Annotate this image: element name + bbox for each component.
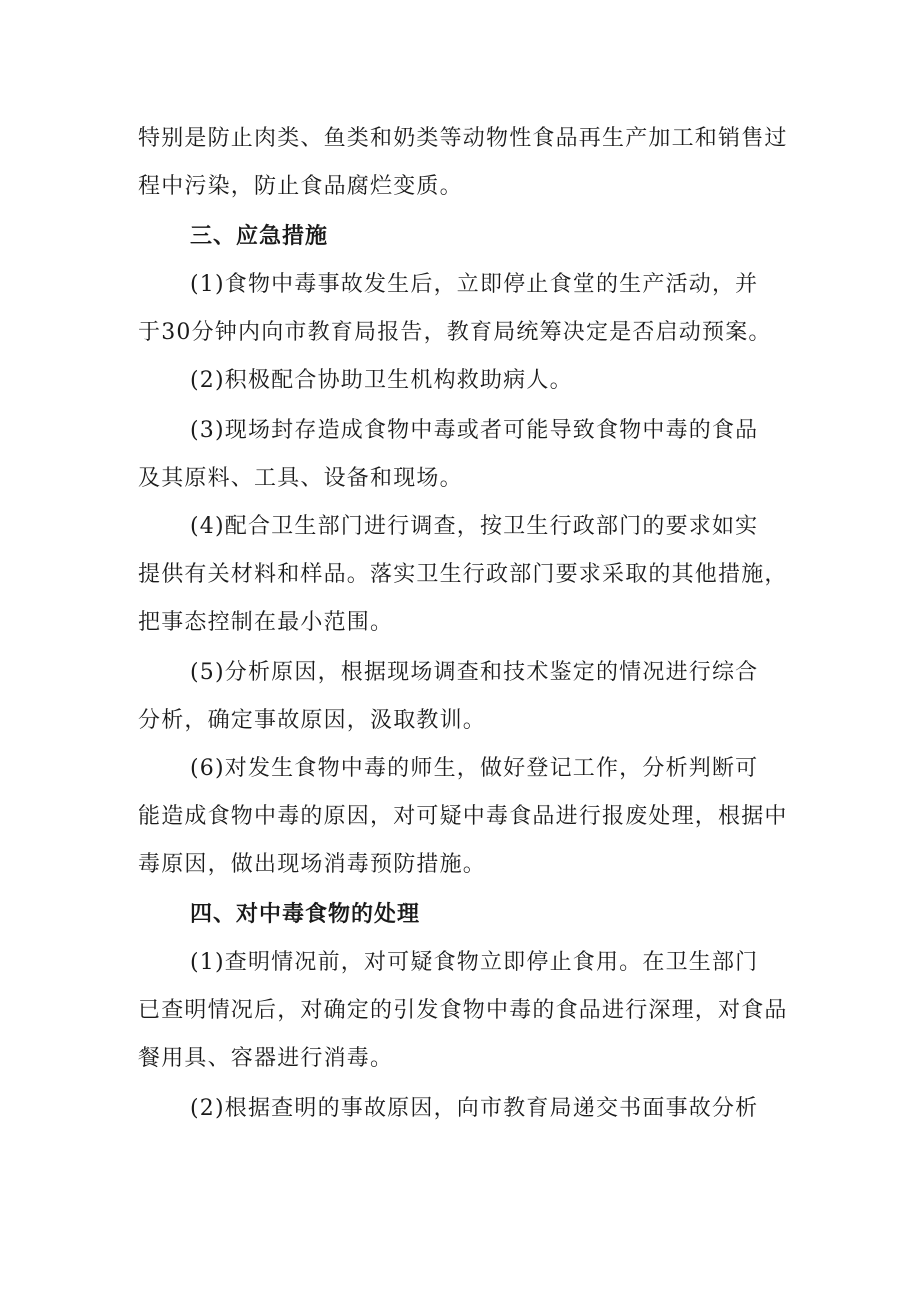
paragraph-line: 提供有关材料和样品。落实卫生行政部门要求采取的其他措施，	[138, 562, 788, 587]
paragraph-line: 特别是防止肉类、鱼类和奶类等动物性食品再生产加工和销售过	[138, 126, 788, 151]
paragraph-line: (2)积极配合协助卫生机构救助病人。	[190, 368, 573, 393]
paragraph-line: 及其原料、工具、设备和现场。	[138, 466, 463, 491]
paragraph-line: 程中污染，防止食品腐烂变质。	[138, 174, 463, 199]
paragraph-line: (1)食物中毒事故发生后，立即停止食堂的生产活动，并	[190, 272, 759, 297]
paragraph-line: 分析，确定事故原因，汲取教训。	[138, 708, 487, 733]
paragraph-line: (2)根据查明的事故原因，向市教育局递交书面事故分析	[190, 1096, 759, 1121]
paragraph-line: 已查明情况后，对确定的引发食物中毒的食品进行深理，对食品	[138, 998, 788, 1023]
paragraph-line: (6)对发生食物中毒的师生，做好登记工作，分析判断可	[190, 756, 759, 781]
paragraph-line: 于30分钟内向市教育局报告，教育局统筹决定是否启动预案。	[138, 320, 772, 345]
paragraph-line: (1)查明情况前，对可疑食物立即停止食用。在卫生部门	[190, 950, 759, 975]
paragraph-line: (4)配合卫生部门进行调查，按卫生行政部门的要求如实	[190, 514, 759, 539]
paragraph-line: 能造成食物中毒的原因，对可疑中毒食品进行报废处理，根据中	[138, 804, 788, 829]
section-heading-emergency-measures: 三、应急措施	[190, 224, 329, 249]
paragraph-line: 把事态控制在最小范围。	[138, 610, 394, 635]
paragraph-line: (3)现场封存造成食物中毒或者可能导致食物中毒的食品	[190, 418, 759, 443]
section-heading-poisoned-food-handling: 四、对中毒食物的处理	[190, 902, 421, 927]
paragraph-line: 毒原因，做出现场消毒预防措施。	[138, 852, 487, 877]
paragraph-line: (5)分析原因，根据现场调查和技术鉴定的情况进行综合	[190, 660, 759, 685]
paragraph-line: 餐用具、容器进行消毒。	[138, 1046, 394, 1071]
